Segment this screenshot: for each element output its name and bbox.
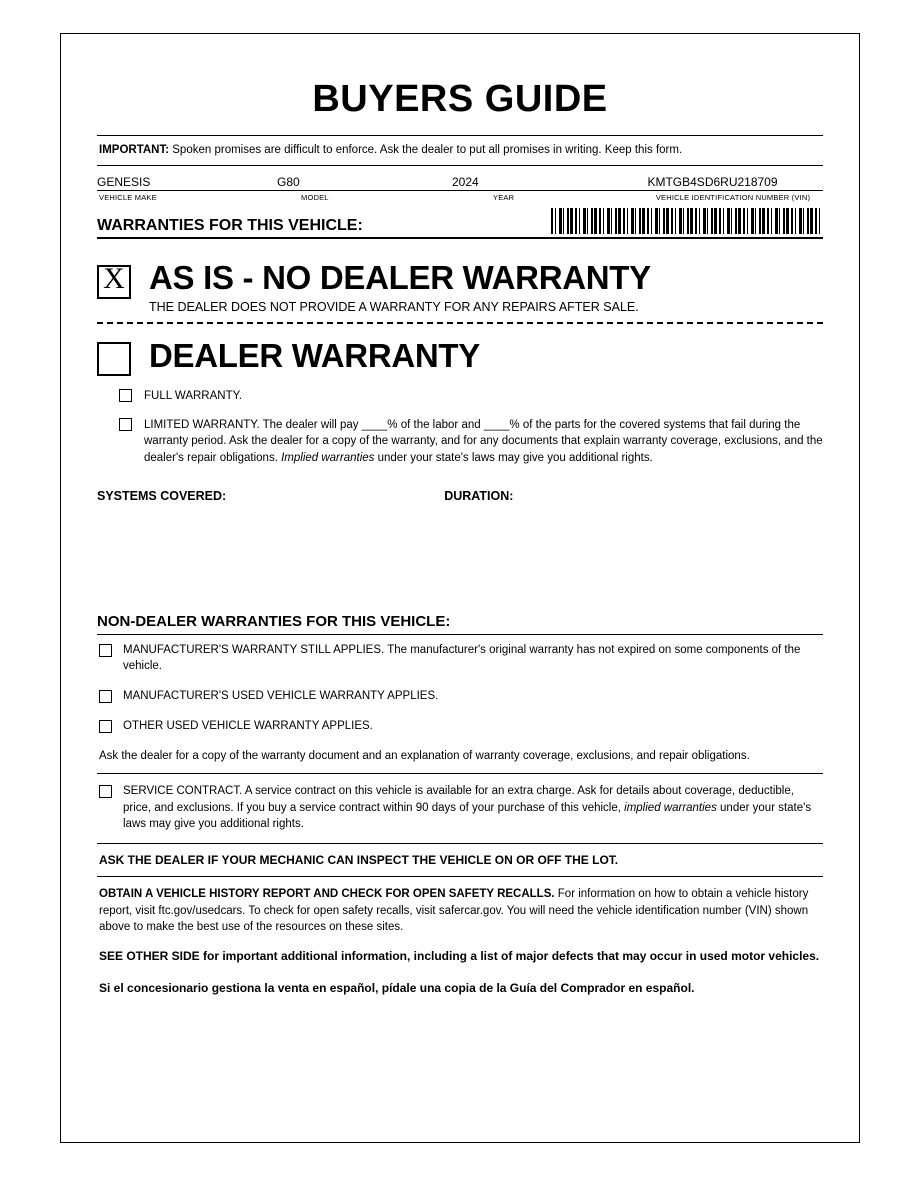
dealer-warranty-section	[97, 338, 823, 376]
vehicle-vin-label: VEHICLE IDENTIFICATION NUMBER (VIN)	[655, 192, 811, 202]
as-is-section	[97, 258, 823, 314]
warranties-heading: WARRANTIES FOR THIS VEHICLE:	[97, 216, 363, 234]
divider	[97, 237, 823, 239]
buyers-guide-document	[60, 33, 860, 1143]
systems-duration-row	[97, 489, 823, 503]
warranties-header-row	[97, 205, 823, 235]
service-contract-text-1: SERVICE CONTRACT. A service contract on this vehicle is available for an extra charge. Ask for details about coverage, deductible, price, and exclusions. If you buy a service contract within 90 days of your purchase of this vehicle,	[123, 785, 794, 814]
service-contract-italic: implied warranties	[624, 801, 717, 814]
vehicle-info-row	[97, 166, 823, 190]
full-warranty-checkbox[interactable]	[119, 389, 132, 402]
non-dealer-heading: NON-DEALER WARRANTIES FOR THIS VEHICLE:	[97, 612, 451, 630]
non-dealer-item[interactable]	[97, 711, 823, 741]
vehicle-vin-value: KMTGB4SD6RU218709	[647, 174, 778, 189]
vehicle-history-text: For information on how to obtain a vehicle history report, visit ftc.gov/usedcars. To check for open safety recalls, visit safercar.gov. You will need the vehicle identification number (VIN) shown above to make the best use of the resources on these sites.	[99, 888, 809, 934]
full-warranty-label: FULL WARRANTY.	[144, 389, 242, 402]
vehicle-history-bold: OBTAIN A VEHICLE HISTORY REPORT AND CHECK FOR OPEN SAFETY RECALLS.	[99, 888, 555, 901]
important-text: Spoken promises are difficult to enforce. Ask the dealer to put all promises in writing. Keep this form.	[172, 144, 683, 156]
as-is-heading: AS IS - NO DEALER WARRANTY	[149, 258, 651, 296]
vehicle-make-value: GENESIS	[97, 174, 151, 189]
non-dealer-item-label: MANUFACTURER'S WARRANTY STILL APPLIES. The manufacturer's original warranty has not expired on some components of the vehicle.	[123, 643, 801, 672]
limited-warranty-text-2: under your state's laws may give you additional rights.	[374, 451, 653, 464]
systems-covered-label: SYSTEMS COVERED:	[97, 488, 227, 503]
dealer-warranty-checkbox[interactable]	[97, 342, 131, 376]
non-dealer-item-label: MANUFACTURER'S USED VEHICLE WARRANTY APPLIES.	[123, 689, 439, 702]
vehicle-year-label: YEAR	[493, 192, 515, 202]
important-notice	[97, 136, 823, 165]
dealer-warranty-heading: DEALER WARRANTY	[149, 336, 480, 374]
limited-warranty-label	[144, 417, 823, 467]
service-contract-option[interactable]	[97, 774, 823, 843]
limited-warranty-italic: Implied warranties	[281, 451, 375, 464]
service-contract-checkbox[interactable]	[99, 785, 112, 798]
ask-dealer-paragraph: Ask the dealer for a copy of the warranty document and an explanation of warranty coverage, exclusions, and repair obligations.	[99, 750, 750, 762]
vin-barcode	[551, 208, 823, 234]
service-contract-label	[123, 783, 821, 833]
page-title: BUYERS GUIDE	[312, 78, 608, 120]
duration-label: DURATION:	[444, 488, 514, 503]
non-dealer-item[interactable]	[97, 681, 823, 711]
other-side-line: SEE OTHER SIDE for important additional information, including a list of major defects that may occur in used motor vehicles.	[99, 949, 820, 964]
non-dealer-item[interactable]	[97, 635, 823, 681]
manufacturer-used-warranty-checkbox[interactable]	[99, 690, 112, 703]
full-warranty-option[interactable]	[97, 388, 823, 405]
limited-warranty-checkbox[interactable]	[119, 418, 132, 431]
as-is-subtext: THE DEALER DOES NOT PROVIDE A WARRANTY FOR ANY REPAIRS AFTER SALE.	[149, 299, 639, 314]
important-label: IMPORTANT:	[99, 144, 170, 156]
limited-warranty-option[interactable]	[97, 417, 823, 467]
vehicle-history-block	[97, 877, 823, 938]
vehicle-label-row	[97, 191, 823, 205]
spanish-line: Si el concesionario gestiona la venta en español, pídale una copia de la Guía del Comprador en español.	[99, 980, 695, 995]
vehicle-model-value: G80	[277, 174, 300, 189]
service-contract-text-2: under your state's laws may give you additional rights.	[123, 801, 812, 831]
checkbox-x-mark: X	[103, 261, 125, 295]
vehicle-make-label: VEHICLE MAKE	[99, 192, 157, 202]
non-dealer-item-label: OTHER USED VEHICLE WARRANTY APPLIES.	[123, 719, 373, 732]
as-is-checkbox[interactable]	[97, 261, 131, 299]
vehicle-year-value: 2024	[452, 174, 479, 189]
other-used-warranty-checkbox[interactable]	[99, 720, 112, 733]
dashed-divider	[97, 322, 823, 324]
inspect-vehicle-line: ASK THE DEALER IF YOUR MECHANIC CAN INSPECT THE VEHICLE ON OR OFF THE LOT.	[99, 853, 619, 868]
limited-warranty-text-1: LIMITED WARRANTY. The dealer will pay ____% of the labor and ____% of the parts for the covered systems that fail during the warranty period. Ask the dealer for a copy of the warranty, and for any documents that explain warranty coverage, exclusions, and the dealer's repair obligations.	[144, 418, 823, 464]
manufacturer-warranty-checkbox[interactable]	[99, 644, 112, 657]
vehicle-model-label: MODEL	[301, 192, 329, 202]
